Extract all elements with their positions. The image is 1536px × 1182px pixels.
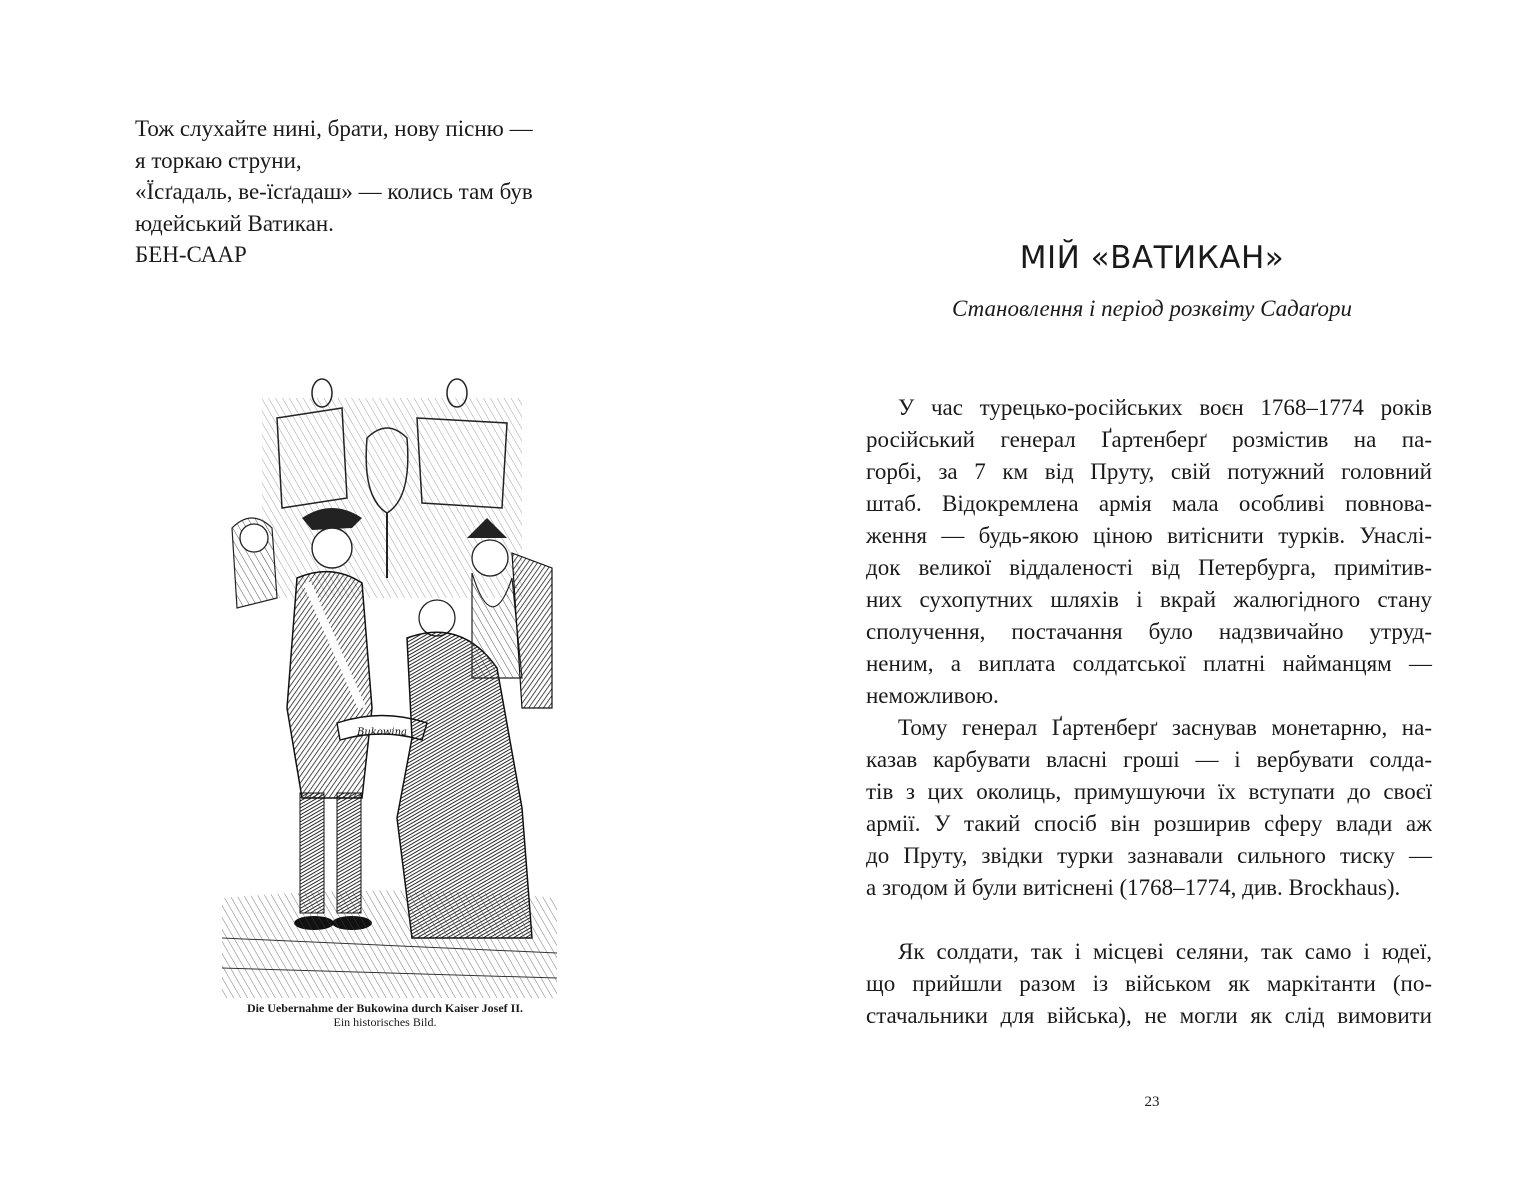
body-text (866, 392, 1432, 1032)
epigraph-line: Тож слухайте нині, брати, нову пісню — (135, 116, 533, 141)
epigraph (135, 113, 595, 271)
text-line: них сухопутних шляхів і вкрай жалюгідного стану (866, 587, 1432, 612)
chapter-title: МІЙ «ВАТИКАН» (1019, 240, 1285, 276)
text-line: У час турецько-російських воєн 1768–1774 років (898, 395, 1432, 420)
epigraph-line: я торкаю струни, (135, 147, 302, 173)
text-line: російський генерал Ґартенберґ розмістив на па- (866, 427, 1432, 452)
text-line: армії. У такий спосіб він розширив сферу влади аж (866, 811, 1432, 836)
text-line: неним, а виплата солдатської платні найманцям — (866, 651, 1432, 676)
text-line: горбі, за 7 км від Пруту, свій потужний головний (866, 459, 1432, 484)
text-line: ження — будь-якою ціною витіснити турків. Унаслі- (866, 523, 1432, 548)
page-number: 23 (1144, 1094, 1160, 1110)
chapter-subtitle: Становлення і період розквіту Садаґори (951, 296, 1353, 321)
engraving-illustration (222, 378, 557, 998)
caption-subtitle: Ein historisches Bild. (333, 1015, 437, 1029)
banner-text: Bukowina (356, 727, 408, 738)
text-line: стачальники для війська), не могли як слід вимовити (866, 1003, 1432, 1028)
text-line: сполучення, постачання було надзвичайно утруд- (866, 619, 1432, 644)
text-line: Тому генерал Ґартенберґ заснував монетарню, на- (898, 715, 1432, 740)
text-line: неможливою. (866, 683, 999, 708)
text-line: що прийшли разом із військом як маркітанти (по- (866, 971, 1432, 996)
text-line: тів з цих околиць, примушуючи їх вступати до своєї (866, 779, 1432, 804)
epigraph-line: «Їсґадаль, ве-їсґадаш» — колись там був (135, 179, 533, 204)
illustration-caption (200, 1001, 570, 1029)
text-line: штаб. Відокремлена армія мала особливі повнова- (866, 491, 1432, 516)
text-line: казав карбувати власні гроші — і вербувати солда- (866, 747, 1432, 772)
caption-title: Die Uebernahme der Bukowina durch Kaiser Josef II. (246, 1001, 523, 1015)
text-line: до Пруту, звідки турки зазнавали сильного тиску — (866, 843, 1432, 868)
right-page (768, 0, 1536, 1182)
text-line: а згодом й були витіснені (1768–1774, див. Brockhaus). (866, 875, 1401, 900)
epigraph-line: юдейський Ватикан. (135, 210, 334, 236)
engraving-icon (222, 378, 557, 998)
text-line: док великої віддаленості від Петербурга, примітив- (866, 555, 1432, 580)
epigraph-author: БЕН-СААР (135, 242, 247, 267)
paragraph-gap (866, 904, 1432, 936)
text-line: Як солдати, так і місцеві селяни, так само і юдеї, (898, 939, 1432, 964)
